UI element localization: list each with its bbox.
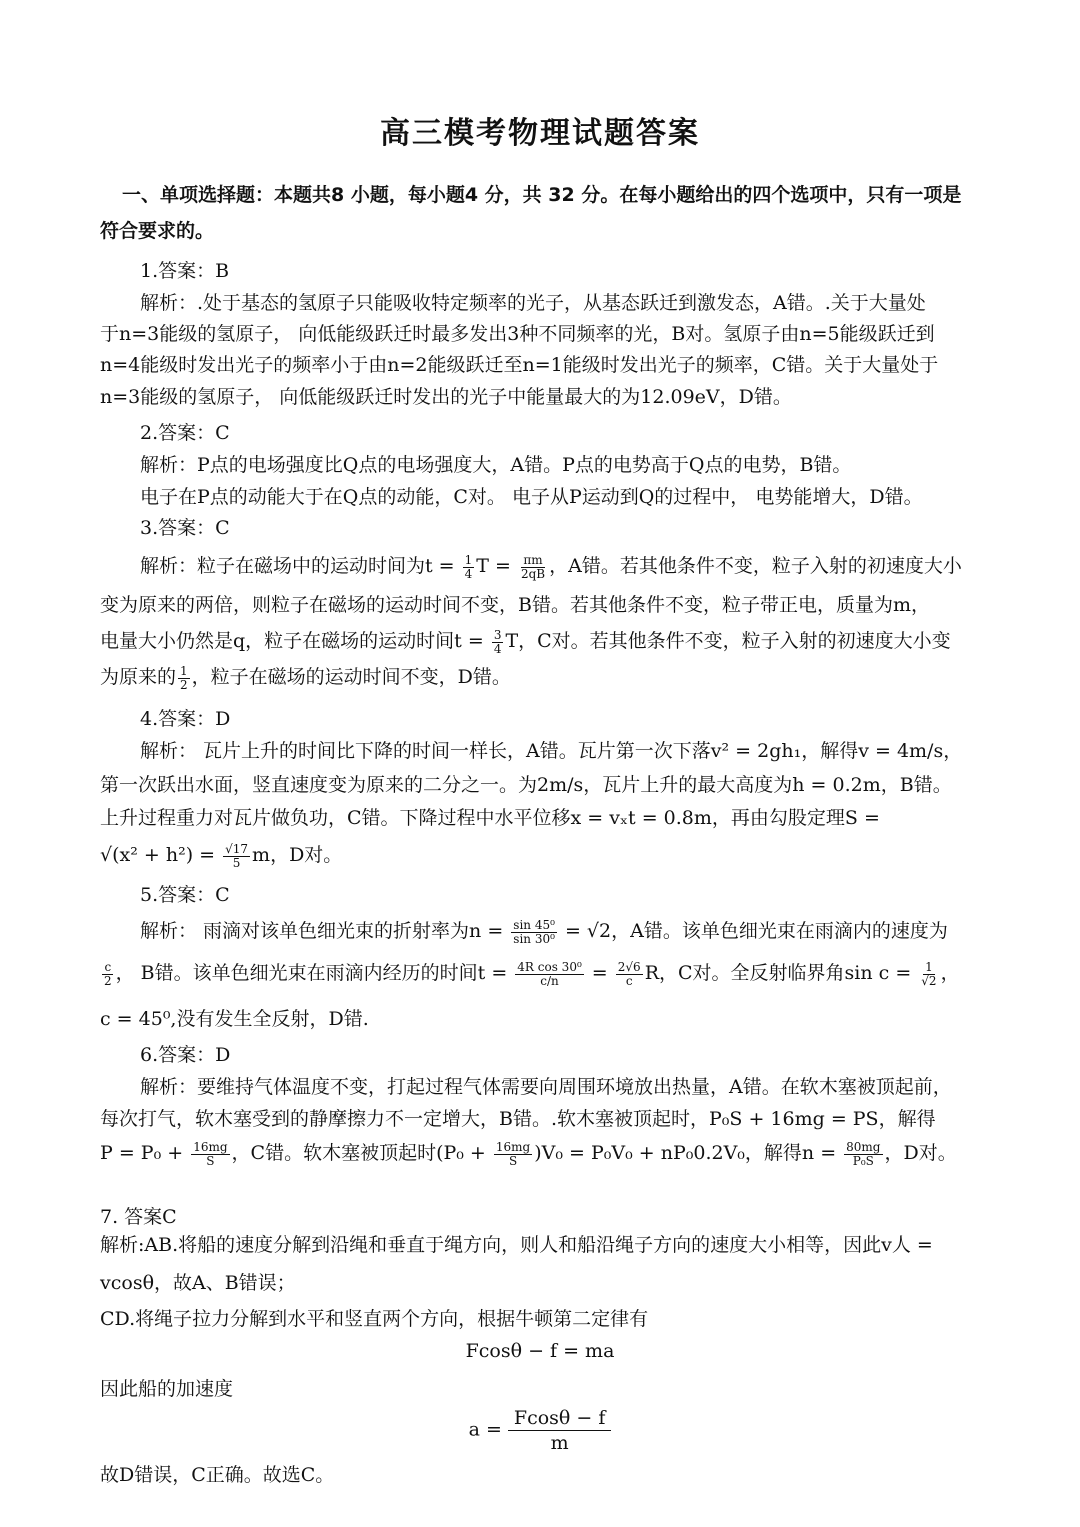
q6-answer: 6.答案：D: [140, 1044, 231, 1066]
q4-analysis-line: 上升过程重力对瓦片做负功，C错。下降过程中水平位移x = vₓt = 0.8m，再由勾股定理S =: [100, 807, 880, 829]
q5-answer: 5.答案：C: [140, 884, 230, 906]
fraction: $\frac{\text{4R cos 30⁰}}{c/n}$: [517, 959, 582, 988]
fraction: $\frac{\text{sin 45⁰}}{\text{sin 30⁰}}$: [513, 917, 555, 946]
q7-analysis-line: vcosθ，故A、B错误；: [100, 1272, 296, 1294]
q3-analysis-line: 电量大小仍然是q，粒子在磁场的运动时间t = $\frac{3}{4}$ T，C对。若其他条件不变，粒子入射的初速度大小变: [100, 627, 951, 656]
q5-analysis-line: 解析： 雨滴对该单色细光束的折射率为n = $\frac{\text{sin 45⁰}}{\text{sin 30⁰}}$ = √2，A错。该单色细光束在雨滴内的速度为: [140, 917, 948, 946]
section-heading: 一、单项选择题：本题共8 小题，每小题4 分，共 32 分。在每小题给出的四个选项中，只有一项是: [122, 184, 962, 206]
q7-equation-2: a = $\frac{Fcos\theta - f}{m}$: [0, 1406, 1080, 1455]
q7-answer: 7. 答案C: [100, 1206, 177, 1228]
fraction: $\frac{16mg}{S}$: [193, 1139, 228, 1168]
q1-analysis-line: n=3能级的氢原子， 向低能级跃迁时发出的光子中能量最大的为12.09eV，D错。: [100, 386, 792, 408]
q7-analysis-line: 解析:AB.将船的速度分解到沿绳和垂直于绳方向，则人和船沿绳子方向的速度大小相等，因此v人 =: [100, 1234, 933, 1256]
fraction: $\frac{c}{2}$: [104, 959, 112, 988]
fraction: $\frac{16mg}{S}$: [495, 1139, 531, 1168]
section-heading-cont: 符合要求的。: [100, 220, 215, 242]
page-title: 高三模考物理试题答案: [380, 116, 700, 151]
q6-analysis-line: 解析：要维持气体温度不变，打起过程气体需要向周围环境放出热量，A错。在软木塞被顶起前，: [140, 1076, 952, 1098]
fraction: $\frac{1}{2}$: [180, 663, 188, 692]
q7-equation-1: Fcosθ − f = ma: [465, 1340, 615, 1362]
q4-analysis-line: 第一次跃出水面，竖直速度变为原来的二分之一。为2m/s，瓦片上升的最大高度为h = 0.2m，B错。: [100, 774, 952, 796]
fraction: $\frac{√17}{5}$: [225, 841, 249, 870]
q7-analysis-line: CD.将绳子拉力分解到水平和竖直两个方向，根据牛顿第二定律有: [100, 1308, 649, 1330]
fraction: $\frac{Fcos\theta - f}{m}$: [508, 1406, 611, 1455]
q2-analysis-line: 解析：P点的电场强度比Q点的电场强度大，A错。P点的电势高于Q点的电势，B错。: [140, 454, 852, 476]
q1-analysis-line: 解析：.处于基态的氢原子只能吸收特定频率的光子，从基态跃迁到激发态，A错。.关于大量处: [140, 292, 926, 314]
fraction: $\frac{3}{4}$: [493, 627, 502, 656]
q1-analysis-line: n=4能级时发出光子的频率小于由n=2能级跃迁至n=1能级时发出光子的频率，C错。关于大量处于: [100, 354, 939, 376]
fraction: $\frac{1}{√2}$: [921, 959, 937, 988]
q3-analysis-line: 变为原来的两倍，则粒子在磁场的运动时间不变，B错。若其他条件不变，粒子带正电，质量为m，: [100, 594, 930, 616]
fraction: $\frac{1}{4}$: [464, 552, 473, 581]
q3-answer: 3.答案：C: [140, 517, 230, 539]
fraction: $\frac{80mg}{\text{P₀S}}$: [846, 1139, 881, 1168]
q6-analysis-line: P = P₀ + $\frac{16mg}{S}$ ，C错。软木塞被顶起时(P₀ + $\frac{16mg}{S}$ )V₀ = P₀V₀ + nP₀0.2V₀，解得n = $\frac{80mg}{\text{P₀S}}$ ，D对。: [100, 1139, 957, 1168]
q3-analysis-line: 为原来的 $\frac{1}{2}$ ，粒子在磁场的运动时间不变，D错。: [100, 663, 511, 692]
q5-analysis-line: $\frac{c}{2}$ ， B错。该单色细光束在雨滴内经历的时间t = $\frac{\text{4R cos 30⁰}}{c/n}$ = $\frac{2√6}{c}$ R，C对。全反射临界角sin c = $\frac{1}{√2}$ ，: [104, 959, 960, 988]
q4-analysis-line: 解析： 瓦片上升的时间比下降的时间一样长，A错。瓦片第一次下落v² = 2gh₁，解得v = 4m/s，: [140, 740, 963, 762]
q5-analysis-line: c = 45⁰,没有发生全反射，D错.: [100, 1008, 369, 1030]
q3-analysis-line: 解析：粒子在磁场中的运动时间为t = $\frac{1}{4}$ T = $\frac{\pi m}{2qB}$ ，A错。若其他条件不变，粒子入射的初速度大小: [140, 552, 962, 581]
q1-analysis-line: 于n=3能级的氢原子， 向低能级跃迁时最多发出3种不同频率的光，B对。氢原子由n=5能级跃迁到: [100, 323, 935, 345]
q1-answer: 1.答案：B: [140, 260, 230, 282]
q7-analysis-line: 因此船的加速度: [100, 1378, 234, 1400]
fraction: $\frac{2√6}{c}$: [617, 959, 641, 988]
q6-analysis-line: 每次打气，软木塞受到的静摩擦力不一定增大，B错。.软木塞被顶起时，P₀S + 16mg = PS，解得: [100, 1108, 936, 1130]
q2-analysis-line: 电子在P点的动能大于在Q点的动能，C对。 电子从P运动到Q的过程中， 电势能增大，D错。: [140, 486, 923, 508]
q4-answer: 4.答案：D: [140, 708, 231, 730]
fraction: $\frac{\pi m}{2qB}$: [520, 552, 546, 581]
q4-analysis-line: √(x² + h²) = $\frac{√17}{5}$ m，D对。: [100, 841, 343, 870]
q7-conclusion: 故D错误，C正确。故选C。: [100, 1464, 335, 1486]
q2-answer: 2.答案：C: [140, 422, 230, 444]
